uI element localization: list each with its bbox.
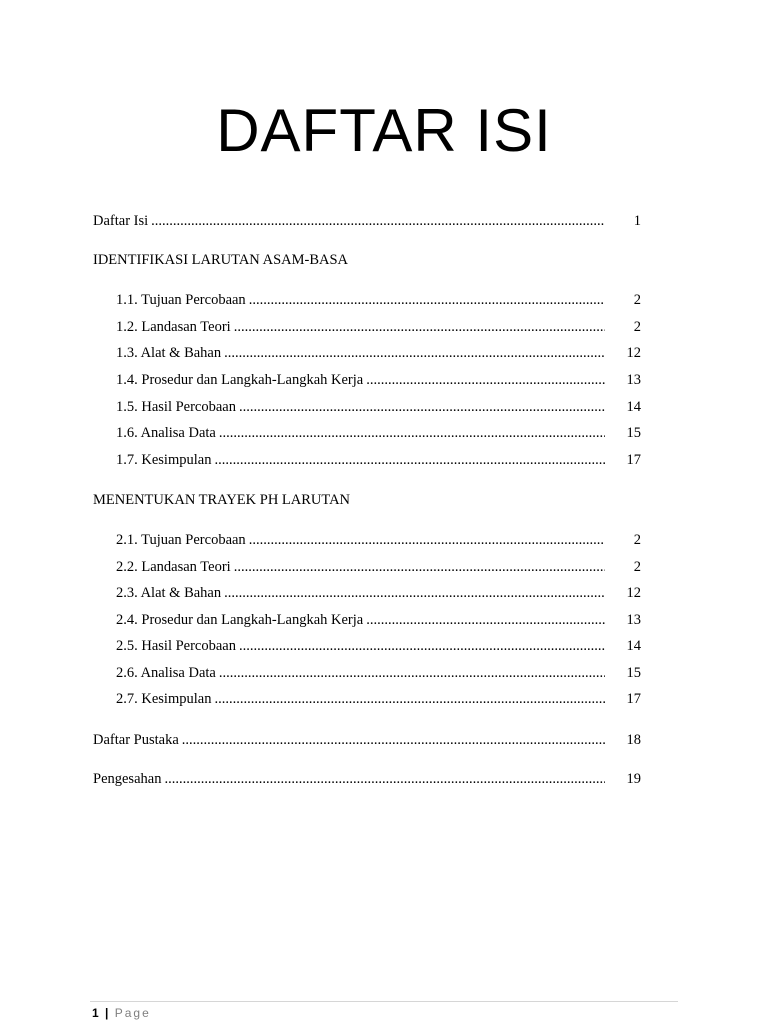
footer-divider: [90, 1001, 678, 1002]
footer-separator: |: [105, 1006, 109, 1020]
dot-leader: [234, 317, 605, 337]
toc-entry-page: 12: [626, 585, 641, 601]
toc-entry-page: 15: [626, 425, 641, 441]
toc-entry-page: 19: [626, 771, 641, 787]
dot-leader: [239, 397, 605, 417]
toc-entry[interactable]: [116, 610, 641, 630]
dot-leader: [366, 610, 605, 630]
toc-entry-label: 1.2. Landasan Teori: [116, 319, 231, 335]
toc-entry[interactable]: [116, 450, 641, 470]
page-footer: [92, 1004, 151, 1022]
toc-entry-page: 18: [626, 732, 641, 748]
dot-leader: [219, 423, 605, 443]
toc-entry-daftar-pustaka[interactable]: [93, 730, 641, 750]
dot-leader: [214, 689, 605, 709]
toc-entry[interactable]: [116, 290, 641, 310]
toc-entry[interactable]: [116, 583, 641, 603]
dot-leader: [224, 343, 605, 363]
toc-entry[interactable]: [116, 689, 641, 709]
dot-leader: [224, 583, 605, 603]
toc-entry-label: 2.1. Tujuan Percobaan: [116, 532, 246, 548]
toc-entry-page: 2: [633, 559, 641, 575]
dot-leader: [164, 769, 605, 789]
toc-entry[interactable]: [116, 343, 641, 363]
footer-page-word: Page: [114, 1006, 151, 1020]
toc-entry-daftar-isi[interactable]: [93, 211, 641, 231]
toc-entry-label: 1.7. Kesimpulan: [116, 452, 212, 468]
toc-entry[interactable]: [116, 370, 641, 390]
toc-entry-label: Pengesahan: [93, 771, 162, 787]
toc-entry-page: 15: [626, 665, 641, 681]
toc-entry[interactable]: [116, 530, 641, 550]
toc-entry[interactable]: [116, 557, 641, 577]
dot-leader: [182, 730, 605, 750]
toc-entry-label: 1.1. Tujuan Percobaan: [116, 292, 246, 308]
dot-leader: [366, 370, 605, 390]
toc-entry-label: 2.7. Kesimpulan: [116, 691, 212, 707]
toc-entry-label: 2.2. Landasan Teori: [116, 559, 231, 575]
toc-entry-page: 17: [626, 691, 641, 707]
toc-entry-label: 1.6. Analisa Data: [116, 425, 216, 441]
page-title: DAFTAR ISI: [216, 97, 552, 164]
footer-page-number: 1: [92, 1006, 99, 1020]
toc-entry-label: 2.3. Alat & Bahan: [116, 585, 222, 601]
toc-entry-label: 1.5. Hasil Percobaan: [116, 399, 236, 415]
toc-entry-label: 2.4. Prosedur dan Langkah-Langkah Kerja: [116, 612, 364, 628]
dot-leader: [214, 450, 605, 470]
dot-leader: [151, 211, 605, 231]
toc-entry-label: Daftar Isi: [93, 213, 149, 229]
toc-entry-label: Daftar Pustaka: [93, 732, 179, 748]
toc-entry-page: 1: [633, 213, 641, 229]
toc-entry[interactable]: [116, 317, 641, 337]
dot-leader: [249, 530, 605, 550]
toc-entry[interactable]: [116, 397, 641, 417]
toc-entry-page: 13: [626, 612, 641, 628]
toc-entry-page: 14: [626, 638, 641, 654]
dot-leader: [239, 636, 605, 656]
toc-entry-page: 2: [633, 532, 641, 548]
dot-leader: [234, 557, 605, 577]
toc-entry-page: 17: [626, 452, 641, 468]
toc-entry[interactable]: [116, 636, 641, 656]
toc-entry-page: 14: [626, 399, 641, 415]
toc-entry-label: 2.6. Analisa Data: [116, 665, 216, 681]
toc-entry-label: 1.4. Prosedur dan Langkah-Langkah Kerja: [116, 372, 364, 388]
toc-entry-page: 13: [626, 372, 641, 388]
toc-entry-page: 2: [633, 292, 641, 308]
toc-entry[interactable]: [116, 663, 641, 683]
toc-entry-label: 2.5. Hasil Percobaan: [116, 638, 236, 654]
dot-leader: [249, 290, 605, 310]
toc-entry-label: 1.3. Alat & Bahan: [116, 345, 222, 361]
section-heading-2: MENENTUKAN TRAYEK PH LARUTAN: [93, 492, 351, 508]
toc-entry[interactable]: [116, 423, 641, 443]
toc-entry-page: 12: [626, 345, 641, 361]
section-heading-1: IDENTIFIKASI LARUTAN ASAM-BASA: [93, 252, 349, 268]
dot-leader: [219, 663, 605, 683]
toc-entry-pengesahan[interactable]: [93, 769, 641, 789]
toc-entry-page: 2: [633, 319, 641, 335]
